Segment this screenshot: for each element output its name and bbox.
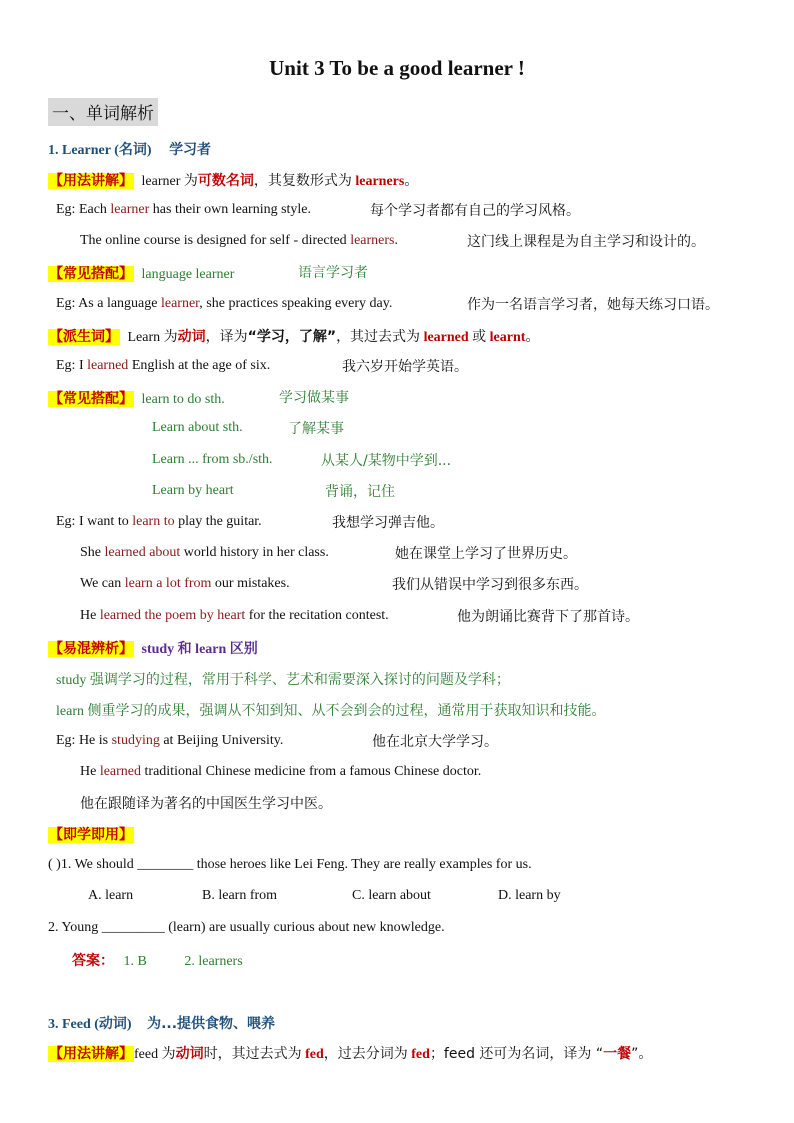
word-heading	[48, 139, 211, 159]
example-sentence	[80, 608, 389, 624]
example-text: She	[80, 545, 101, 560]
practice-heading	[48, 824, 134, 844]
example-keyword: learn to	[132, 514, 175, 529]
example-keyword: learned	[87, 358, 129, 373]
example-translation: 我六岁开始学英语。	[342, 359, 468, 375]
example-text: traditional Chinese medicine from a famous Chinese doctor.	[144, 764, 482, 779]
usage-text: learner 为	[141, 174, 198, 189]
usage-text: ”。	[631, 1046, 653, 1062]
answer-value: 1. B	[123, 954, 147, 969]
usage-highlight: learners	[355, 174, 405, 189]
derivative-text: 或	[472, 329, 487, 345]
example-text: The online course is designed for self - directed	[80, 233, 347, 248]
option-a: A. learn	[88, 888, 134, 903]
distinction-study	[56, 669, 510, 689]
collocation-line	[48, 263, 234, 283]
example-keyword: learner	[110, 202, 150, 217]
example-keyword: learner	[160, 296, 200, 311]
usage-text: ；feed 还可为名词，译为 “	[429, 1046, 604, 1062]
derivative-text: Learn 为	[127, 330, 178, 345]
section-heading: 一、单词解析	[48, 98, 158, 126]
derivative-tag: 【派生词】	[49, 329, 119, 345]
option-b: B. learn from	[202, 888, 278, 903]
word-heading-cn: 为...提供食物、喂养	[147, 1016, 276, 1032]
usage-tag: 【用法讲解】	[49, 173, 133, 189]
usage-tag: 【用法讲解】	[49, 1046, 133, 1062]
example-translation: 我想学习弹吉他。	[332, 515, 444, 531]
derivative-line	[48, 326, 539, 346]
collocation-en: learn to do sth.	[141, 392, 225, 407]
usage-text: 时，其过去式为	[203, 1046, 302, 1062]
collocation-cn: 从某人/某物中学到...	[321, 453, 452, 469]
usage-text: 。	[404, 173, 419, 189]
derivative-text: 。	[525, 329, 540, 345]
distinction-word: study	[56, 673, 87, 688]
question-1: ( )1. We should ________ those heroes like Lei Feng. They are really examples for us.	[48, 857, 532, 872]
answer-line	[72, 950, 243, 970]
example-sentence	[56, 514, 262, 530]
word-heading-en: 1. Learner (名词)	[48, 143, 152, 158]
distinction-explanation: 强调学习的过程，常用于科学、艺术和需要深入探讨的问题及学科；	[89, 672, 510, 688]
word-heading-en: 3. Feed (动词)	[48, 1017, 132, 1032]
derivative-highlight: learned	[423, 330, 469, 345]
collocation-en: language learner	[141, 267, 235, 282]
example-sentence	[80, 576, 290, 592]
example-keyword: studying	[111, 733, 160, 748]
practice-tag: 【即学即用】	[49, 827, 133, 843]
example-text: Eg: Each	[56, 202, 107, 217]
example-sentence	[56, 358, 270, 374]
example-translation: 作为一名语言学习者，她每天练习口语。	[467, 297, 719, 313]
derivative-text: ，译为	[205, 329, 248, 345]
usage-highlight: fed	[305, 1047, 324, 1062]
usage-text: ，过去分词为	[323, 1046, 408, 1062]
example-keyword: learned about	[104, 545, 181, 560]
example-text: .	[394, 233, 398, 248]
example-sentence	[56, 296, 392, 312]
example-sentence	[80, 545, 329, 561]
usage-line	[48, 170, 418, 190]
example-text: English at the age of six.	[131, 358, 271, 373]
example-sentence	[56, 202, 311, 218]
example-translation: 我们从错误中学习到很多东西。	[392, 577, 588, 593]
example-text: for the recitation contest.	[248, 608, 389, 623]
usage-text: ，其复数形式为	[253, 173, 352, 189]
example-text: Eg: I	[56, 358, 84, 373]
example-keyword: learn a lot from	[124, 576, 212, 591]
collocation-cn: 语言学习者	[298, 265, 368, 281]
page-title: Unit 3 To be a good learner !	[269, 56, 525, 80]
usage-highlight: 一餐	[603, 1046, 632, 1062]
answer-label: 答案：	[72, 953, 114, 969]
distinction-title: study 和 learn	[141, 642, 227, 657]
example-text: He	[80, 608, 97, 623]
example-text: We can	[80, 576, 122, 591]
example-translation: 他为朗诵比赛背下了那首诗。	[457, 609, 639, 625]
question-2: 2. Young _________ (learn) are usually curious about new knowledge.	[48, 920, 445, 935]
distinction-explanation: 侧重学习的成果，强调从不知到知、从不会到会的过程，通常用于获取知识和技能。	[87, 703, 606, 719]
example-translation: 他在北京大学学习。	[372, 734, 498, 750]
example-text: Eg: As a language	[56, 296, 158, 311]
usage-highlight: 可数名词	[197, 173, 254, 189]
distinction-tag: 【易混辨析】	[49, 641, 133, 657]
example-keyword: learners	[350, 233, 395, 248]
example-translation: 她在课堂上学习了世界历史。	[395, 546, 577, 562]
example-text: world history in her class.	[183, 545, 329, 560]
example-text: our mistakes.	[214, 576, 290, 591]
usage-line	[48, 1043, 652, 1063]
distinction-learn	[56, 700, 605, 720]
distinction-word: learn	[56, 704, 84, 719]
example-text: Eg: He is	[56, 733, 109, 748]
collocation-cn: 学习做某事	[279, 390, 349, 406]
example-sentence	[80, 764, 481, 780]
usage-text: feed 为	[134, 1047, 176, 1062]
collocation-en: Learn by heart	[152, 483, 234, 498]
distinction-title: 区别	[229, 641, 258, 657]
example-text: play the guitar.	[178, 514, 262, 529]
option-c: C. learn about	[352, 888, 431, 903]
example-keyword: learned	[99, 764, 142, 779]
word-heading-cn: 学习者	[169, 142, 212, 158]
example-translation: 每个学习者都有自己的学习风格。	[370, 203, 580, 219]
example-text: Eg: I want to	[56, 514, 129, 529]
collocation-line	[48, 388, 225, 408]
example-sentence	[56, 733, 283, 749]
example-text: at Beijing University.	[163, 733, 284, 748]
example-translation: 他在跟随译为著名的中国医生学习中医。	[80, 796, 332, 812]
example-text: He	[80, 764, 97, 779]
collocation-cn: 了解某事	[288, 421, 344, 437]
derivative-highlight: 动词	[177, 329, 206, 345]
word-heading	[48, 1013, 275, 1033]
example-sentence	[80, 233, 398, 249]
collocation-en: Learn ... from sb./sth.	[152, 452, 273, 467]
collocation-en: Learn about sth.	[152, 420, 243, 435]
distinction-line	[48, 638, 258, 658]
derivative-highlight: learnt	[489, 330, 526, 345]
derivative-text: ，其过去式为	[336, 329, 421, 345]
collocation-tag: 【常见搭配】	[49, 266, 133, 282]
usage-highlight: 动词	[175, 1046, 204, 1062]
example-translation: 这门线上课程是为自主学习和设计的。	[467, 234, 705, 250]
example-text: , she practices speaking every day.	[199, 296, 393, 311]
derivative-meaning: “学习，了解”	[247, 329, 337, 345]
collocation-tag: 【常见搭配】	[49, 391, 133, 407]
collocation-cn: 背诵，记住	[325, 484, 395, 500]
example-text: has their own learning style.	[152, 202, 312, 217]
usage-highlight: fed	[411, 1047, 430, 1062]
example-keyword: learned the poem by heart	[99, 608, 246, 623]
answer-value: 2. learners	[184, 954, 243, 969]
option-d: D. learn by	[498, 888, 561, 903]
